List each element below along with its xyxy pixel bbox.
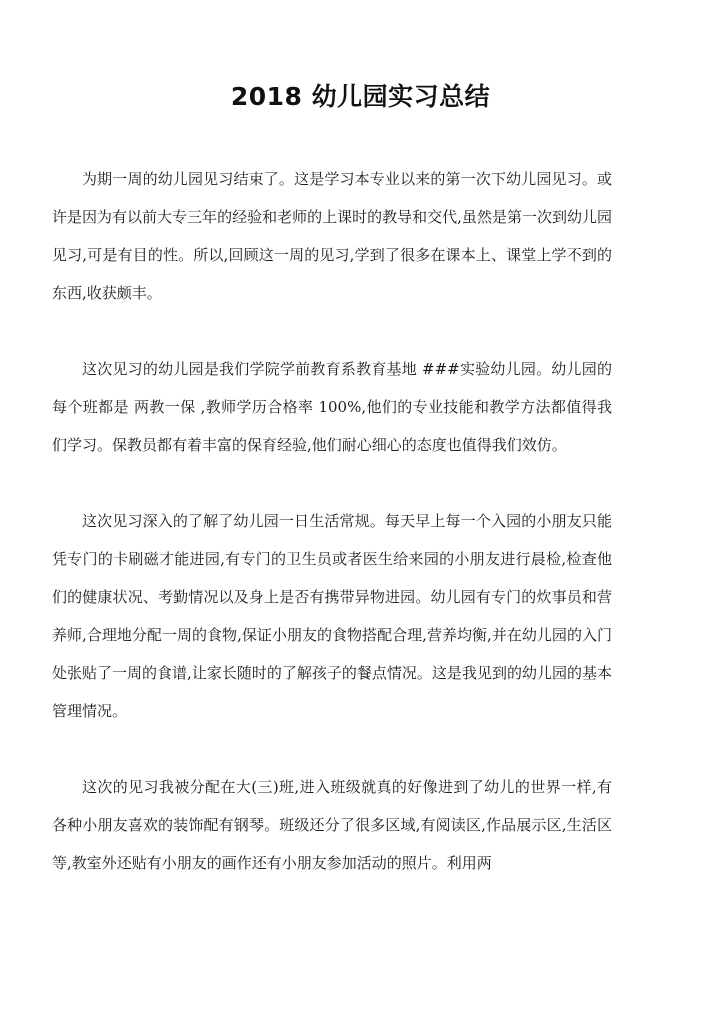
paragraph: 这次见习的幼儿园是我们学院学前教育系教育基地 ###实验幼儿园。幼儿园的每个班都是 两教一保 ,教师学历合格率 100%,他们的专业技能和教学方法都值得我们学习。保教员都有着丰富的保育经验,他们耐心细心的态度也值得我们效仿。	[52, 360, 612, 454]
paragraph: 这次的见习我被分配在大(三)班,进入班级就真的好像进到了幼儿的世界一样,有各种小朋友喜欢的装饰配有钢琴。班级还分了很多区域,有阅读区,作品展示区,生活区等,教室外还贴有小朋友的画作还有小朋友参加活动的照片。利用两	[52, 778, 612, 872]
page-title: 2018 幼儿园实习总结	[230, 82, 491, 111]
paragraph: 这次见习深入的了解了幼儿园一日生活常规。每天早上每一个入园的小朋友只能凭专门的卡刷磁才能进园,有专门的卫生员或者医生给来园的小朋友进行晨检,检查他们的健康状况、考勤情况以及身上是否有携带异物进园。幼儿园有专门的炊事员和营养师,合理地分配一周的食物,保证小朋友的食物搭配合理,营养均衡,并在幼儿园的入门处张贴了一周的食谱,让家长随时的了解孩子的餐点情况。这是我见到的幼儿园的基本管理情况。	[52, 512, 612, 720]
paragraph: 为期一周的幼儿园见习结束了。这是学习本专业以来的第一次下幼儿园见习。或许是因为有以前大专三年的经验和老师的上课时的教导和交代,虽然是第一次到幼儿园见习,可是有目的性。所以,回顾这一周的见习,学到了很多在课本上、课堂上学不到的东西,收获颇丰。	[52, 170, 612, 302]
document-body	[52, 160, 612, 882]
